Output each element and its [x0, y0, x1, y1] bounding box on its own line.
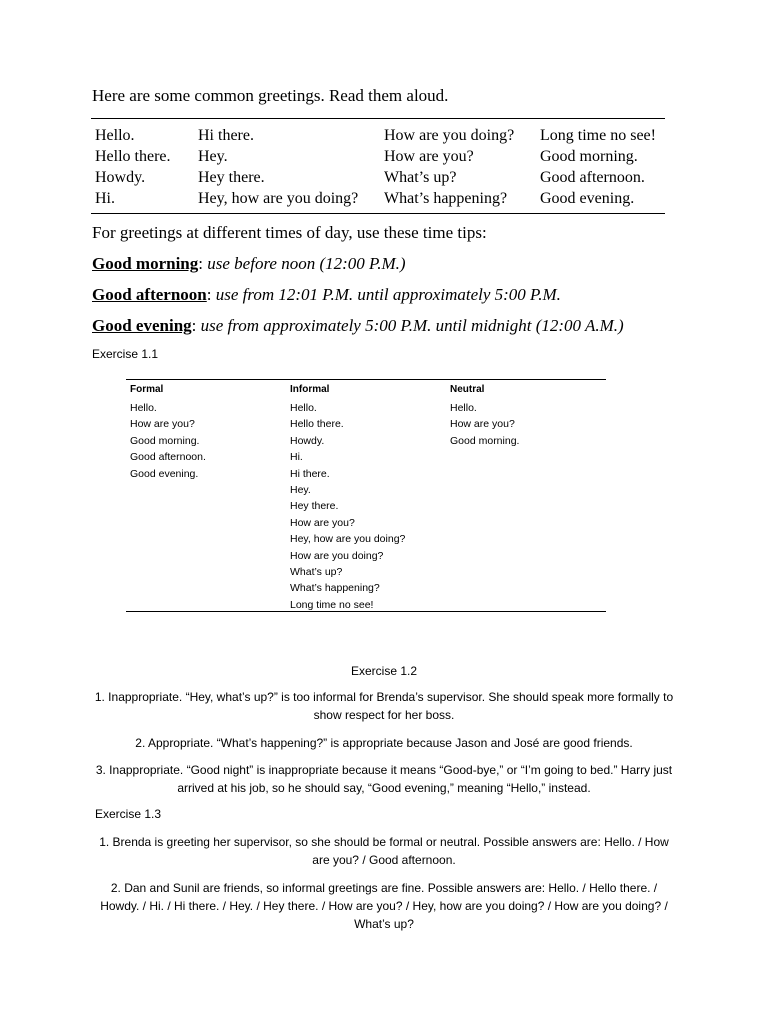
list-item: Good afternoon.	[130, 451, 206, 464]
greeting-item: Hi.	[95, 190, 115, 207]
greeting-item: What’s happening?	[384, 190, 508, 207]
greeting-item: Hello there.	[95, 148, 171, 165]
list-item: How are you?	[450, 418, 515, 431]
list-item: What’s up?	[290, 566, 343, 579]
neutral-column	[450, 382, 519, 449]
exercise-1-3-answer-2: 2. Dan and Sunil are friends, so informal greetings are fine. Possible answers are: Hello. / Hello there. / Howdy. / Hi. / Hi there. / Hey. / Hey there. / How are you? / Hey, how are you doing? / How are you doing? / What’s up?	[100, 881, 668, 931]
time-tip-separator: :	[198, 254, 204, 273]
list-item: Good evening.	[130, 467, 199, 480]
greeting-item: Good evening.	[540, 190, 635, 207]
list-item: How are you doing?	[290, 549, 384, 562]
list-item: Hello.	[290, 402, 317, 414]
greeting-item: Hi there.	[198, 127, 254, 144]
list-item: Hi there.	[290, 467, 330, 480]
list-item: Hey.	[290, 484, 311, 497]
greeting-item: Good afternoon.	[540, 169, 645, 186]
exercise-1-2-answer-2: 2. Appropriate. “What’s happening?” is appropriate because Jason and José are good friends.	[135, 736, 633, 750]
informal-column	[290, 382, 405, 613]
greeting-item: Long time no see!	[540, 127, 656, 144]
list-item: Hey there.	[290, 500, 339, 513]
time-tip-term: Good morning	[92, 254, 199, 273]
greetings-column-1	[95, 125, 171, 209]
formal-column	[130, 382, 206, 482]
time-tip-description: use from approximately 5:00 P.M. until midnight (12:00 A.M.)	[196, 316, 624, 335]
time-tip-description: use from 12:01 P.M. until approximately 5:00 P.M.	[211, 285, 561, 304]
exercise-1-2-label: Exercise 1.2	[350, 664, 418, 678]
greeting-item: How are you?	[384, 148, 474, 165]
list-item: Hello.	[450, 402, 477, 414]
list-item: Hi.	[290, 451, 303, 464]
time-tip-term: Good evening	[92, 316, 192, 335]
exercise-1-1-label: Exercise 1.1	[92, 347, 159, 361]
list-item: Hello there.	[290, 418, 344, 431]
greeting-item: Good morning.	[540, 148, 638, 165]
greeting-item: Hello.	[95, 127, 135, 144]
greeting-item: Hey, how are you doing?	[198, 190, 359, 207]
list-item: How are you?	[130, 418, 195, 431]
exercise-1-3-label: Exercise 1.3	[95, 807, 162, 821]
list-item: Good morning.	[450, 434, 520, 447]
list-item: What’s happening?	[290, 582, 380, 595]
greetings-table	[91, 118, 665, 214]
time-tips-intro: For greetings at different times of day, use these time tips:	[92, 223, 487, 242]
greeting-item: Hey there.	[198, 169, 265, 186]
exercise-1-1-table	[126, 379, 606, 612]
time-tip-separator: :	[191, 316, 197, 335]
list-item: Hey, how are you doing?	[290, 533, 406, 546]
time-tip-evening	[92, 316, 624, 336]
exercise-1-2-answer-1: 1. Inappropriate. “Hey, what’s up?” is too informal for Brenda’s supervisor. She should speak more formally to show respect for her boss.	[94, 690, 674, 722]
column-header: Formal	[130, 384, 164, 395]
time-tip-afternoon	[92, 285, 561, 305]
list-item: Hello.	[130, 402, 157, 414]
list-item: Howdy.	[290, 434, 325, 447]
exercise-1-3-answer-1: 1. Brenda is greeting her supervisor, so she should be formal or neutral. Possible answers are: Hello. / How are you? / Good afternoon.	[99, 835, 669, 867]
column-header: Neutral	[450, 384, 485, 395]
intro-text: Here are some common greetings. Read them aloud.	[92, 86, 449, 105]
column-header: Informal	[290, 384, 330, 395]
greeting-item: Howdy.	[95, 169, 146, 186]
greetings-column-3	[384, 125, 514, 209]
time-tip-separator: :	[206, 285, 212, 304]
list-item: Long time no see!	[290, 598, 374, 611]
greetings-column-2	[198, 125, 358, 209]
greeting-item: What’s up?	[384, 169, 457, 186]
greeting-item: Hey.	[198, 148, 228, 165]
time-tip-description: use before noon (12:00 P.M.)	[203, 254, 406, 273]
greeting-item: How are you doing?	[384, 127, 515, 144]
time-tip-term: Good afternoon	[92, 285, 207, 304]
greetings-column-4	[540, 125, 656, 209]
time-tip-morning	[92, 254, 406, 274]
exercise-1-2-answer-3: 3. Inappropriate. “Good night” is inappropriate because it means “Good-bye,” or “I’m going to bed.” Harry just arrived at his job, so he should say, “Good evening,” meaning “Hello,” instead.	[95, 763, 673, 795]
list-item: Good morning.	[130, 434, 200, 447]
list-item: How are you?	[290, 516, 355, 529]
